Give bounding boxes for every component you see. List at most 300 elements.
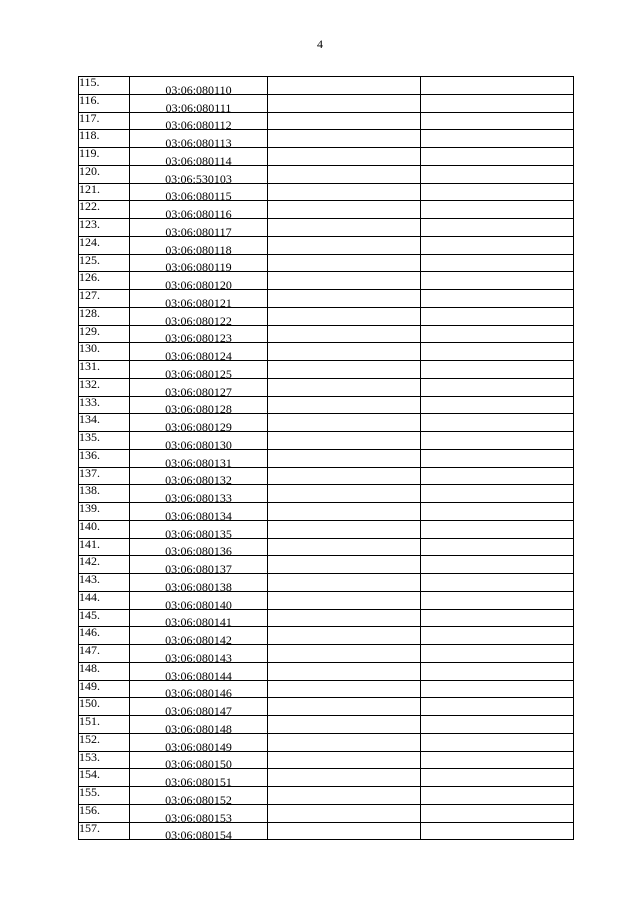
table-row <box>79 201 574 219</box>
cadastral-code-cell <box>130 662 268 680</box>
table-row <box>79 503 574 521</box>
table-row <box>79 396 574 414</box>
cadastral-code-cell <box>130 680 268 698</box>
cadastral-code: 03:06:080140 <box>165 597 232 609</box>
row-number-cell <box>79 538 130 556</box>
row-number: 132. <box>79 378 100 391</box>
cadastral-code-cell <box>130 609 268 627</box>
empty-cell <box>421 343 574 361</box>
empty-cell <box>421 485 574 503</box>
row-number-cell <box>79 236 130 254</box>
row-number-cell <box>79 290 130 308</box>
cadastral-code: 03:06:080125 <box>165 366 232 379</box>
table-row <box>79 680 574 698</box>
empty-cell <box>268 183 421 201</box>
cadastral-code: 03:06:080124 <box>165 349 232 361</box>
row-number: 135. <box>79 431 100 444</box>
row-number: 151. <box>79 715 100 728</box>
row-number: 129. <box>79 325 100 338</box>
empty-cell <box>421 556 574 574</box>
empty-cell <box>421 449 574 467</box>
row-number: 145. <box>79 609 100 622</box>
table-row <box>79 698 574 716</box>
table-row <box>79 94 574 112</box>
empty-cell <box>268 769 421 787</box>
empty-cell <box>421 290 574 308</box>
cadastral-code: 03:06:080154 <box>165 828 232 840</box>
table-row <box>79 467 574 485</box>
empty-cell <box>268 449 421 467</box>
table-row <box>79 165 574 183</box>
table-row <box>79 183 574 201</box>
cadastral-code: 03:06:080151 <box>165 775 232 787</box>
cadastral-code: 03:06:080123 <box>165 331 232 343</box>
registry-table-body <box>79 77 574 840</box>
row-number-cell <box>79 698 130 716</box>
table-row <box>79 414 574 432</box>
row-number-cell <box>79 733 130 751</box>
empty-cell <box>268 343 421 361</box>
row-number: 146. <box>79 626 100 640</box>
empty-cell <box>421 130 574 148</box>
cadastral-code: 03:06:080114 <box>165 153 232 166</box>
cadastral-code: 03:06:080133 <box>165 491 232 503</box>
empty-cell <box>421 165 574 183</box>
empty-cell <box>268 822 421 840</box>
row-number-cell <box>79 449 130 467</box>
cadastral-code-cell <box>130 414 268 432</box>
table-row <box>79 77 574 95</box>
empty-cell <box>268 361 421 379</box>
empty-cell <box>421 272 574 290</box>
row-number: 155. <box>79 786 100 799</box>
empty-cell <box>268 148 421 166</box>
row-number-cell <box>79 77 130 95</box>
table-row <box>79 130 574 148</box>
cadastral-code: 03:06:080136 <box>165 544 232 556</box>
table-row <box>79 432 574 450</box>
cadastral-code-cell <box>130 183 268 201</box>
row-number: 120. <box>79 165 100 178</box>
table-row <box>79 769 574 787</box>
row-number-cell <box>79 662 130 680</box>
empty-cell <box>268 254 421 272</box>
empty-cell <box>421 148 574 166</box>
row-number-cell <box>79 201 130 219</box>
row-number-cell <box>79 609 130 627</box>
table-row <box>79 574 574 592</box>
cadastral-code: 03:06:080142 <box>165 633 232 645</box>
empty-cell <box>268 219 421 237</box>
row-number: 136. <box>79 449 100 462</box>
row-number: 123. <box>79 218 100 231</box>
empty-cell <box>268 591 421 609</box>
table-row <box>79 804 574 822</box>
row-number-cell <box>79 307 130 325</box>
table-row <box>79 556 574 574</box>
row-number-cell <box>79 254 130 272</box>
cadastral-code: 03:06:080134 <box>165 508 232 521</box>
empty-cell <box>268 94 421 112</box>
empty-cell <box>421 804 574 822</box>
row-number: 140. <box>79 520 100 533</box>
empty-cell <box>421 236 574 254</box>
empty-cell <box>268 201 421 219</box>
row-number: 139. <box>79 502 100 515</box>
row-number-cell <box>79 272 130 290</box>
cadastral-code-cell <box>130 591 268 609</box>
empty-cell <box>421 662 574 680</box>
empty-cell <box>421 396 574 414</box>
cadastral-code: 03:06:080121 <box>165 295 232 308</box>
empty-cell <box>268 574 421 592</box>
cadastral-code: 03:06:080120 <box>165 278 232 290</box>
row-number-cell <box>79 325 130 343</box>
cadastral-code-cell <box>130 574 268 592</box>
cadastral-code-cell <box>130 325 268 343</box>
row-number-cell <box>79 804 130 822</box>
row-number-cell <box>79 591 130 609</box>
empty-cell <box>421 538 574 556</box>
table-row <box>79 538 574 556</box>
row-number: 128. <box>79 307 100 320</box>
cadastral-code-cell <box>130 804 268 822</box>
cadastral-code-cell <box>130 77 268 95</box>
empty-cell <box>421 201 574 219</box>
cadastral-code: 03:06:080131 <box>165 455 232 467</box>
cadastral-code: 03:06:080149 <box>165 739 232 751</box>
row-number: 126. <box>79 271 100 285</box>
empty-cell <box>268 538 421 556</box>
row-number-cell <box>79 503 130 521</box>
empty-cell <box>421 112 574 130</box>
table-row <box>79 449 574 467</box>
cadastral-code: 03:06:080144 <box>165 668 232 680</box>
cadastral-code-cell <box>130 698 268 716</box>
empty-cell <box>421 414 574 432</box>
cadastral-code: 03:06:080148 <box>165 721 232 734</box>
table-row <box>79 645 574 663</box>
cadastral-code-cell <box>130 467 268 485</box>
cadastral-code-cell <box>130 112 268 130</box>
row-number-cell <box>79 556 130 574</box>
empty-cell <box>268 467 421 485</box>
registry-table <box>78 76 574 840</box>
cadastral-code: 03:06:080152 <box>165 792 232 805</box>
empty-cell <box>268 432 421 450</box>
empty-cell <box>421 733 574 751</box>
empty-cell <box>421 591 574 609</box>
empty-cell <box>268 130 421 148</box>
cadastral-code: 03:06:080117 <box>165 224 232 237</box>
cadastral-code: 03:06:080118 <box>165 242 232 254</box>
row-number: 125. <box>79 254 100 267</box>
row-number: 115. <box>79 76 100 89</box>
row-number-cell <box>79 343 130 361</box>
cadastral-code-cell <box>130 485 268 503</box>
empty-cell <box>268 609 421 627</box>
empty-cell <box>268 290 421 308</box>
cadastral-code: 03:06:080137 <box>165 562 232 574</box>
cadastral-code: 03:06:080135 <box>165 526 232 538</box>
cadastral-code: 03:06:080130 <box>165 437 232 450</box>
cadastral-code-cell <box>130 787 268 805</box>
empty-cell <box>421 627 574 645</box>
empty-cell <box>421 787 574 805</box>
cadastral-code-cell <box>130 290 268 308</box>
row-number: 150. <box>79 697 100 711</box>
cadastral-code: 03:06:080113 <box>165 136 232 148</box>
cadastral-code: 03:06:080115 <box>165 189 232 201</box>
empty-cell <box>268 236 421 254</box>
empty-cell <box>421 77 574 95</box>
cadastral-code-cell <box>130 769 268 787</box>
cadastral-code: 03:06:080128 <box>165 402 232 414</box>
row-number: 130. <box>79 342 100 356</box>
cadastral-code: 03:06:080119 <box>165 260 232 272</box>
table-row <box>79 822 574 840</box>
empty-cell <box>268 485 421 503</box>
row-number: 134. <box>79 413 100 427</box>
row-number: 154. <box>79 768 100 782</box>
row-number-cell <box>79 432 130 450</box>
empty-cell <box>421 467 574 485</box>
table-row <box>79 236 574 254</box>
empty-cell <box>268 716 421 734</box>
row-number-cell <box>79 574 130 592</box>
row-number-cell <box>79 787 130 805</box>
cadastral-code: 03:06:080116 <box>165 207 232 219</box>
empty-cell <box>268 733 421 751</box>
table-row <box>79 520 574 538</box>
cadastral-code-cell <box>130 165 268 183</box>
row-number: 131. <box>79 360 100 373</box>
table-row <box>79 343 574 361</box>
empty-cell <box>421 716 574 734</box>
cadastral-code: 03:06:080129 <box>165 420 232 432</box>
table-row <box>79 591 574 609</box>
row-number: 122. <box>79 200 100 214</box>
empty-cell <box>421 520 574 538</box>
table-row <box>79 361 574 379</box>
row-number-cell <box>79 112 130 130</box>
row-number-cell <box>79 94 130 112</box>
cadastral-code: 03:06:080132 <box>165 473 232 485</box>
table-row <box>79 254 574 272</box>
row-number-cell <box>79 751 130 769</box>
empty-cell <box>268 804 421 822</box>
empty-cell <box>421 645 574 663</box>
cadastral-code-cell <box>130 130 268 148</box>
cadastral-code-cell <box>130 378 268 396</box>
empty-cell <box>268 112 421 130</box>
cadastral-code-cell <box>130 751 268 769</box>
empty-cell <box>421 94 574 112</box>
empty-cell <box>268 698 421 716</box>
table-row <box>79 272 574 290</box>
cadastral-code-cell <box>130 503 268 521</box>
cadastral-code-cell <box>130 236 268 254</box>
row-number: 138. <box>79 484 100 498</box>
table-row <box>79 662 574 680</box>
cadastral-code-cell <box>130 733 268 751</box>
empty-cell <box>421 361 574 379</box>
empty-cell <box>268 396 421 414</box>
cadastral-code-cell <box>130 538 268 556</box>
row-number: 137. <box>79 467 100 480</box>
row-number: 149. <box>79 680 100 693</box>
empty-cell <box>268 378 421 396</box>
row-number: 148. <box>79 662 100 675</box>
row-number-cell <box>79 396 130 414</box>
empty-cell <box>421 219 574 237</box>
row-number: 141. <box>79 538 100 551</box>
table-row <box>79 378 574 396</box>
row-number: 116. <box>79 94 100 107</box>
cadastral-code: 03:06:080122 <box>165 313 232 325</box>
row-number: 157. <box>79 822 100 835</box>
row-number-cell <box>79 627 130 645</box>
row-number: 133. <box>79 396 100 409</box>
empty-cell <box>268 272 421 290</box>
row-number: 121. <box>79 183 100 196</box>
row-number-cell <box>79 165 130 183</box>
row-number-cell <box>79 520 130 538</box>
empty-cell <box>421 254 574 272</box>
cadastral-code: 03:06:080110 <box>165 82 232 95</box>
cadastral-code: 03:06:080112 <box>165 118 232 130</box>
page-number: 4 <box>317 37 323 51</box>
empty-cell <box>268 680 421 698</box>
cadastral-code-cell <box>130 361 268 379</box>
empty-cell <box>268 77 421 95</box>
table-row <box>79 325 574 343</box>
table-row <box>79 485 574 503</box>
table-row <box>79 627 574 645</box>
row-number-cell <box>79 378 130 396</box>
row-number-cell <box>79 822 130 840</box>
empty-cell <box>268 165 421 183</box>
empty-cell <box>421 751 574 769</box>
empty-cell <box>268 520 421 538</box>
row-number: 143. <box>79 573 100 586</box>
cadastral-code: 03:06:080141 <box>165 615 232 627</box>
empty-cell <box>421 325 574 343</box>
row-number-cell <box>79 414 130 432</box>
cadastral-code-cell <box>130 645 268 663</box>
row-number: 118. <box>79 129 100 143</box>
row-number: 156. <box>79 804 100 817</box>
cadastral-code: 03:06:530103 <box>165 171 232 183</box>
cadastral-code-cell <box>130 94 268 112</box>
cadastral-code-cell <box>130 556 268 574</box>
row-number-cell <box>79 361 130 379</box>
empty-cell <box>421 378 574 396</box>
cadastral-code-cell <box>130 627 268 645</box>
row-number-cell <box>79 485 130 503</box>
row-number-cell <box>79 680 130 698</box>
row-number-cell <box>79 219 130 237</box>
cadastral-code-cell <box>130 219 268 237</box>
empty-cell <box>268 627 421 645</box>
cadastral-code-cell <box>130 201 268 219</box>
empty-cell <box>421 432 574 450</box>
empty-cell <box>421 183 574 201</box>
cadastral-code-cell <box>130 343 268 361</box>
row-number-cell <box>79 645 130 663</box>
row-number-cell <box>79 183 130 201</box>
row-number: 119. <box>79 147 100 160</box>
empty-cell <box>421 769 574 787</box>
cadastral-code: 03:06:080146 <box>165 686 232 698</box>
cadastral-code: 03:06:080147 <box>165 704 232 716</box>
table-row <box>79 716 574 734</box>
cadastral-code-cell <box>130 716 268 734</box>
table-row <box>79 112 574 130</box>
empty-cell <box>421 574 574 592</box>
cadastral-code-cell <box>130 396 268 414</box>
row-number: 142. <box>79 555 100 569</box>
cadastral-code: 03:06:080153 <box>165 810 232 822</box>
row-number-cell <box>79 467 130 485</box>
row-number: 152. <box>79 733 100 746</box>
empty-cell <box>268 662 421 680</box>
cadastral-code-cell <box>130 822 268 840</box>
cadastral-code: 03:06:080143 <box>165 650 232 663</box>
empty-cell <box>268 307 421 325</box>
cadastral-code: 03:06:080138 <box>165 579 232 592</box>
table-row <box>79 290 574 308</box>
empty-cell <box>421 822 574 840</box>
empty-cell <box>268 787 421 805</box>
table-row <box>79 307 574 325</box>
row-number: 117. <box>79 112 100 125</box>
cadastral-code: 03:06:080150 <box>165 757 232 769</box>
empty-cell <box>421 698 574 716</box>
cadastral-code-cell <box>130 254 268 272</box>
empty-cell <box>268 751 421 769</box>
table-row <box>79 787 574 805</box>
empty-cell <box>421 680 574 698</box>
empty-cell <box>421 609 574 627</box>
empty-cell <box>268 325 421 343</box>
table-row <box>79 733 574 751</box>
row-number: 147. <box>79 644 100 657</box>
row-number: 153. <box>79 751 100 764</box>
row-number: 144. <box>79 591 100 604</box>
empty-cell <box>421 307 574 325</box>
row-number-cell <box>79 148 130 166</box>
row-number-cell <box>79 716 130 734</box>
table-row <box>79 148 574 166</box>
cadastral-code-cell <box>130 449 268 467</box>
row-number-cell <box>79 130 130 148</box>
empty-cell <box>268 645 421 663</box>
empty-cell <box>421 503 574 521</box>
cadastral-code: 03:06:080111 <box>165 100 232 112</box>
row-number-cell <box>79 769 130 787</box>
cadastral-code-cell <box>130 148 268 166</box>
cadastral-code-cell <box>130 272 268 290</box>
row-number: 124. <box>79 236 100 249</box>
table-row <box>79 219 574 237</box>
cadastral-code-cell <box>130 307 268 325</box>
table-row <box>79 751 574 769</box>
table-row <box>79 609 574 627</box>
cadastral-code-cell <box>130 432 268 450</box>
empty-cell <box>268 556 421 574</box>
empty-cell <box>268 414 421 432</box>
